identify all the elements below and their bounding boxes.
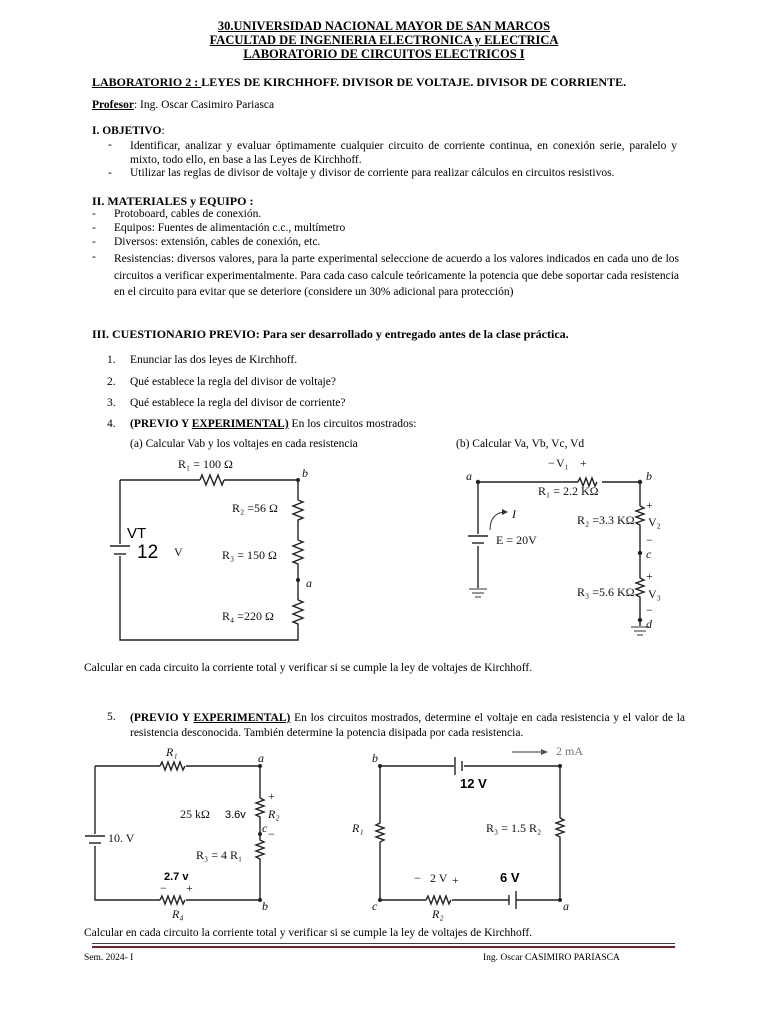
- v2-label: V₂: [648, 515, 661, 529]
- r2-label: R₂ =56 Ω: [232, 501, 278, 515]
- objetivo-item: Identificar, analizar y evaluar óptimamente cualquier circuito de corriente continua, en conexión serie, paralelo y mixto, todo ello, en base a las Leyes de Kirchhoff.: [130, 140, 677, 166]
- question-4-text: (PREVIO Y EXPERIMENTAL) En los circuitos mostrados:: [130, 418, 417, 430]
- question-number: 4.: [107, 418, 116, 430]
- note-kirchhoff-4: Calcular en cada circuito la corriente total y verificar si se cumple la ley de voltajes de Kirchhoff.: [84, 662, 533, 674]
- current-label: 2 mA: [556, 744, 583, 758]
- footer-semester: Sem. 2024- I: [84, 953, 134, 963]
- r4-label: R₄ =220 Ω: [222, 609, 274, 623]
- node-d-label: d: [646, 617, 652, 631]
- node-a-label: a: [563, 899, 569, 913]
- objetivo-heading: I. OBJETIVO:: [92, 125, 165, 137]
- lab-number: LABORATORIO 2 :: [92, 75, 202, 89]
- r2-voltage: 2 V: [430, 871, 448, 885]
- bullet-dash: -: [92, 208, 96, 220]
- cuestionario-heading: III. CUESTIONARIO PREVIO: Para ser desarrollado y entregado antes de la clase práctica.: [92, 327, 569, 341]
- r1-label: R₁ = 100 Ω: [178, 457, 233, 471]
- v1-plus-sign: +: [580, 456, 587, 470]
- v3-label: V₃: [648, 587, 661, 601]
- r2-label: R₂ =3.3 KΩ: [577, 513, 635, 527]
- r2-minus-sign: −: [414, 871, 421, 885]
- question-number: 1.: [107, 354, 116, 366]
- objetivo-item: Utilizar las reglas de divisor de voltaje y divisor de corriente para realizar cálculos en circuitos resistivos.: [130, 167, 615, 179]
- r4-voltage: 2.7 v: [164, 871, 189, 883]
- r2-minus-sign: −: [268, 827, 275, 841]
- source-e-label: E = 20V: [496, 533, 537, 547]
- question-number: 3.: [107, 397, 116, 409]
- r1-label: R₁: [352, 821, 364, 835]
- r2-label: R₂: [268, 807, 280, 821]
- node-b-label: b: [646, 469, 652, 483]
- question-4a: (a) Calcular Vab y los voltajes en cada resistencia: [130, 438, 358, 450]
- r4-minus-sign: −: [160, 881, 167, 895]
- node-a-label: a: [258, 751, 264, 765]
- r2-plus-sign: +: [268, 789, 275, 803]
- question-text: Qué establece la regla del divisor de voltaje?: [130, 376, 336, 388]
- source-top-label: 12 V: [460, 776, 487, 791]
- bullet-dash: -: [108, 167, 112, 179]
- node-b-label: b: [302, 466, 308, 480]
- header-faculty: FACULTAD DE INGENIERIA ELECTRONICA y ELECTRICA: [209, 33, 559, 47]
- question-4b: (b) Calcular Va, Vb, Vc, Vd: [456, 438, 585, 450]
- r4-plus-sign: +: [186, 881, 193, 895]
- node-a-label: a: [466, 469, 472, 483]
- v2-plus-sign: +: [646, 498, 653, 512]
- materiales-item: Resistencias: diversos valores, para la parte experimental seleccione de acuerdo a los valores indicados en cada uno de los circuitos a verificar experimentalmente. Para cada caso calcule teóricamente la potencia que debe soportar cada resistencia en el circuito para evitar que se deteriore (considere un 30% adicional para protección): [114, 253, 679, 298]
- node-c-label: c: [262, 821, 268, 835]
- r3-label: R₃ = 150 Ω: [222, 548, 277, 562]
- bullet-dash: -: [92, 236, 96, 248]
- question-number: 2.: [107, 376, 116, 388]
- lab-topic: LEYES DE KIRCHHOFF. DIVISOR DE VOLTAJE. DIVISOR DE CORRIENTE.: [201, 75, 627, 89]
- source-bottom-label: 6 V: [500, 870, 520, 885]
- header-university: 30.UNIVERSIDAD NACIONAL MAYOR DE SAN MARCOS: [217, 19, 551, 33]
- v2-minus-sign: −: [646, 533, 653, 547]
- v3-minus-sign: −: [646, 603, 653, 617]
- r2-plus-sign: +: [452, 873, 459, 887]
- footer-rule-bottom: [92, 946, 675, 948]
- current-i-label: I: [512, 507, 516, 521]
- node-c-label: c: [372, 899, 378, 913]
- r3-label: R₃ =5.6 KΩ: [577, 585, 635, 599]
- bullet-dash: -: [92, 222, 96, 234]
- note-kirchhoff-5: Calcular en cada circuito la corriente total y verificar si se cumple la ley de voltajes de Kirchhoff.: [84, 927, 533, 939]
- node-c-label: c: [646, 547, 652, 561]
- vt-unit: V: [174, 545, 183, 559]
- source-value: 10. V: [108, 831, 135, 845]
- question-text: Enunciar las dos leyes de Kirchhoff.: [130, 354, 298, 366]
- footer-rule-top: [92, 943, 675, 944]
- footer-author: Ing. Oscar CASIMIRO PARIASCA: [483, 953, 620, 963]
- v3-plus-sign: +: [646, 569, 653, 583]
- r1-label: R₁: [166, 745, 178, 759]
- v1-label: V₁: [556, 456, 569, 470]
- r4-label: R₄: [172, 907, 184, 921]
- node-b-label: b: [372, 751, 378, 765]
- bullet-dash: -: [108, 139, 112, 151]
- question-5-text: (PREVIO Y EXPERIMENTAL) En los circuitos mostrados, determine el voltaje en cada resistencia y el valor de la resistencia desconocida. También determine la potencia disipada por cada resistencia.: [130, 712, 685, 739]
- node-b-label: b: [262, 899, 268, 913]
- r2-value: 25 kΩ: [180, 807, 210, 821]
- r2-voltage: 3.6v: [225, 809, 246, 821]
- materiales-heading: II. MATERIALES y EQUIPO :: [92, 194, 254, 208]
- profesor-label: Profesor: [92, 99, 134, 111]
- r3-label: R₃ = 1.5 R₂: [486, 821, 542, 835]
- bullet-dash: -: [92, 251, 96, 263]
- question-number: 5.: [107, 711, 116, 723]
- materiales-item: Diversos: extensión, cables de conexión, etc.: [114, 236, 321, 248]
- v1-minus-sign: −: [548, 456, 555, 470]
- materiales-item: Protoboard, cables de conexión.: [114, 208, 262, 220]
- profesor-name: : Ing. Oscar Casimiro Pariasca: [133, 99, 275, 111]
- vt-value: 12: [137, 542, 159, 563]
- materiales-item: Equipos: Fuentes de alimentación c.c., multímetro: [114, 222, 346, 234]
- r3-label: R₃ = 4 R₁: [196, 848, 243, 862]
- header-lab: LABORATORIO DE CIRCUITOS ELECTRICOS I: [243, 47, 525, 61]
- r2-label: R₂: [432, 907, 444, 921]
- r1-label: R₁ = 2.2 KΩ: [538, 484, 599, 498]
- node-a-label: a: [306, 576, 312, 590]
- vt-label: VT: [127, 525, 147, 542]
- question-text: Qué establece la regla del divisor de corriente?: [130, 397, 346, 409]
